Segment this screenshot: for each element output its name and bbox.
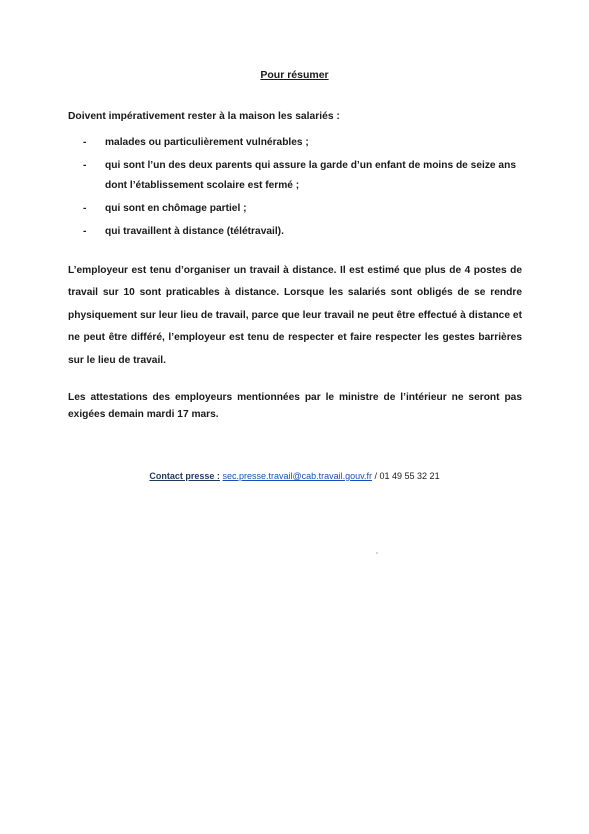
- contact-label: Contact presse :: [149, 471, 220, 481]
- list-item: [83, 222, 533, 242]
- list-dash: -: [83, 137, 87, 148]
- list-item-text: qui sont en chômage partiel ;: [105, 203, 247, 214]
- list-dash: -: [83, 160, 87, 171]
- scan-speck: [376, 552, 378, 554]
- list-item: [83, 133, 533, 153]
- list-dash: -: [83, 203, 87, 214]
- list-item: [83, 156, 533, 196]
- page-title: Pour résumer: [260, 69, 329, 81]
- list-item-text: qui sont l’un des deux parents qui assure la garde d’un enfant de moins de seize ans dont l’établissement scolaire est fermé ;: [105, 160, 516, 191]
- contact-separator: /: [374, 471, 380, 481]
- list-item-text: qui travaillent à distance (télétravail).: [105, 226, 284, 237]
- press-contact: [0, 471, 589, 481]
- attestation-paragraph: Les attestations des employeurs mentionnées par le ministre de l’intérieur ne seront pas exigées demain mardi 17 mars.: [68, 392, 522, 420]
- list-item-text: malades ou particulièrement vulnérables ;: [105, 137, 309, 148]
- intro-text: Doivent impérativement rester à la maison les salariés :: [68, 111, 340, 122]
- list-dash: -: [83, 226, 87, 237]
- contact-phone: 01 49 55 32 21: [379, 471, 440, 481]
- list-item: [83, 199, 533, 219]
- contact-email-link[interactable]: sec.presse.travail@cab.travail.gouv.fr: [222, 471, 372, 481]
- salaries-list: [83, 133, 533, 245]
- employer-paragraph: L’employeur est tenu d’organiser un travail à distance. Il est estimé que plus de 4 postes de travail sur 10 sont praticables à distance. Lorsque les salariés sont obligés de se rendre physiquement sur leur lieu de travail, parce que leur travail ne peut être effectué à distance et ne peut être différé, l’employeur est tenu de respecter et faire respecter les gestes barrières sur le lieu de travail.: [68, 265, 522, 366]
